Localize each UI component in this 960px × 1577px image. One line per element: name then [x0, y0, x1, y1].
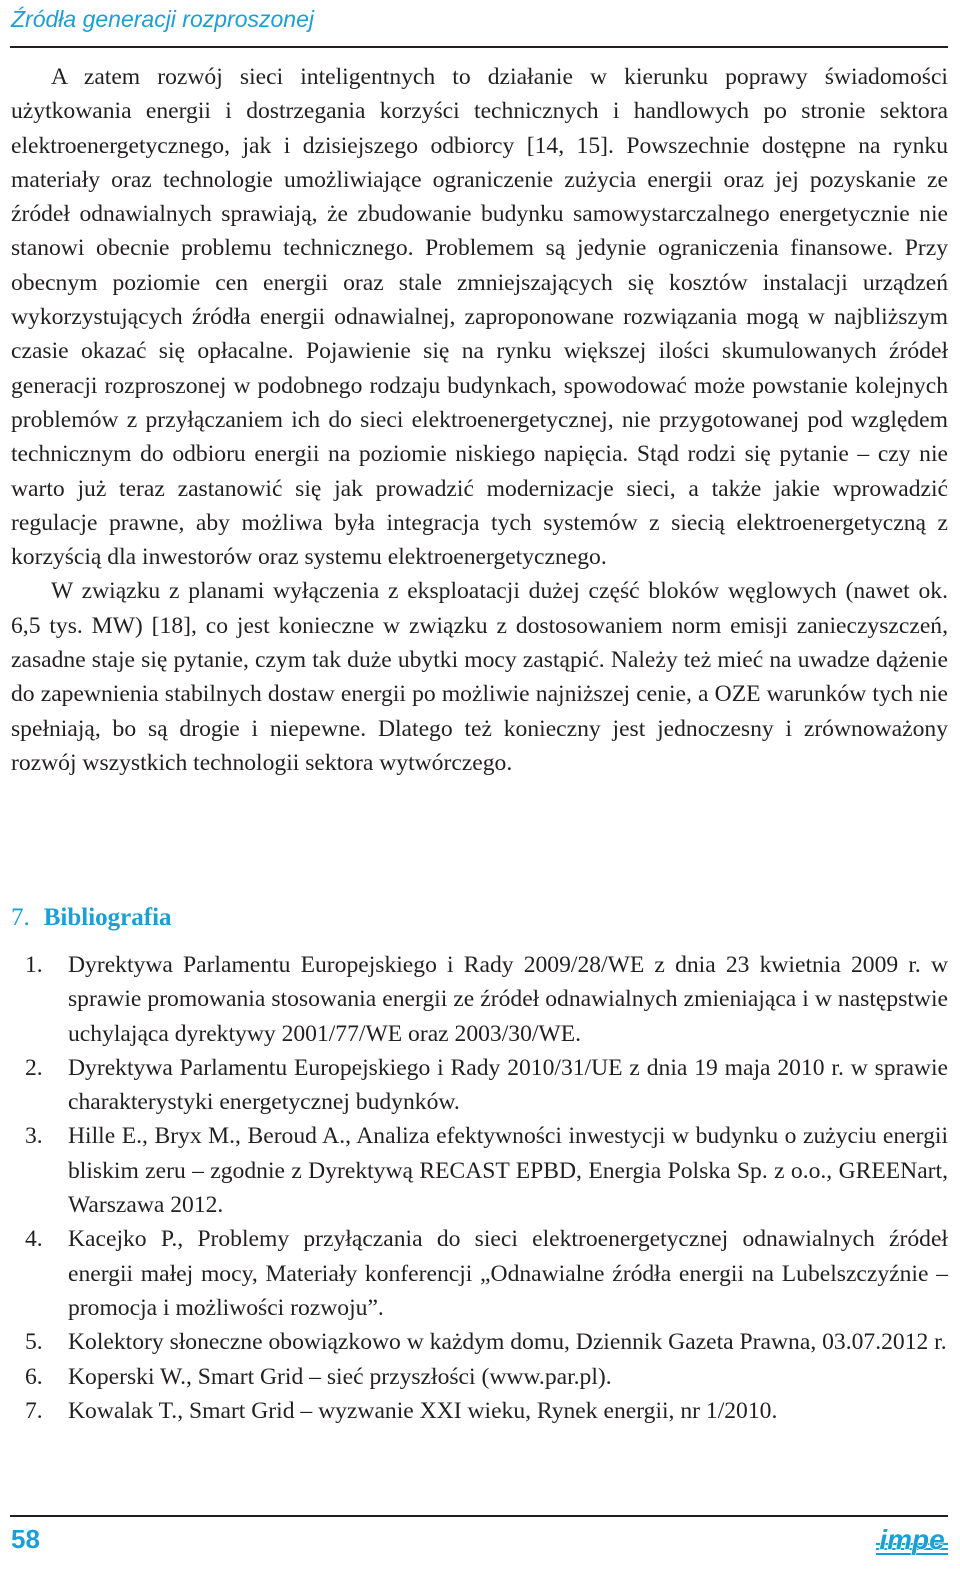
item-text: Dyrektywa Parlamentu Europejskiego i Rady 2009/28/WE z dnia 23 kwietnia 2009 r. w sprawie promowania stosowania energii ze źródeł odnawialnych zmieniająca i w następstwie uchylająca dyrektywy 2001/77/WE oraz 2003/30/WE.	[68, 952, 948, 1047]
item-number: 3.	[25, 1123, 43, 1150]
bibliography-item	[11, 1394, 948, 1428]
paragraph: W związku z planami wyłączenia z eksploatacji dużej część bloków węglowych (nawet ok. 6,5 tys. MW) [18], co jest konieczne w związku z dostosowaniem norm emisji zanieczyszczeń, zasadne staje się pytanie, czym tak duże ubytki mocy zastąpić. Należy też mieć na uwadze dążenie do zapewnienia stabilnych dostaw energii po możliwie najniższej cenie, a OZE warunków tych nie spełniają, bo są drogie i niepewne. Dlatego też konieczny jest jednoczesny i zrównoważony rozwój wszystkich technologii sektora wytwórczego.	[11, 578, 948, 776]
bibliography-item	[11, 1325, 948, 1359]
item-number: 4.	[25, 1226, 43, 1253]
item-text: Hille E., Bryx M., Beroud A., Analiza efektywności inwestycji w budynku o zużyciu energii bliskim zeru – zgodnie z Dyrektywą RECAST EPBD, Energia Polska Sp. z o.o., GREENart, Warszawa 2012.	[68, 1123, 948, 1219]
bibliography-item	[11, 1119, 948, 1222]
bibliography-item	[11, 1222, 948, 1325]
publisher-logo	[874, 1519, 950, 1561]
item-number: 6.	[25, 1363, 43, 1390]
body-text	[11, 60, 948, 780]
item-number: 7.	[25, 1397, 43, 1424]
item-text: Kacejko P., Problemy przyłączania do sieci elektroenergetycznej odnawialnych źródeł energii małej mocy, Materiały konferencji „Odnawialne źródła energii na Lubelszczyźnie – promocja i możliwości rozwoju”.	[68, 1226, 948, 1321]
running-title: Źródła generacji rozproszonej	[11, 6, 314, 32]
section-number: 7.	[11, 904, 30, 931]
item-text: Dyrektywa Parlamentu Europejskiego i Rady 2010/31/UE z dnia 19 maja 2010 r. w sprawie charakterystyki energetycznej budynków.	[68, 1054, 948, 1116]
bibliography-list	[11, 948, 948, 1428]
item-number: 2.	[25, 1054, 43, 1081]
paragraph: A zatem rozwój sieci inteligentnych to działanie w kierunku poprawy świadomości użytkowania energii i dostrzegania korzyści technicznych i handlowych po stronie sektora elektroenergetycznego, jak i dzisiejszego odbiorcy [14, 15]. Powszechnie dostępne na rynku materiały oraz technologie umożliwiające ograniczenie zużycia energii oraz jej pozyskanie ze źródeł odnawialnych sprawiają, że zbudowanie budynku samowystarczalnego energetycznie nie stanowi obecnie problemu technicznego. Problemem są jedynie ograniczenia finansowe. Przy obecnym poziomie cen energii oraz stale zmniejszających się kosztów instalacji urządzeń wykorzystujących źródła energii odnawialnej, zaproponowane rozwiązania mogą w najbliższym czasie okazać się opłacalne. Pojawienie się na rynku większej ilości skumulowanych źródeł generacji rozproszonej w podobnego rodzaju budynkach, spowodować może powstanie kolejnych problemów z przyłączaniem ich do sieci elektroenergetycznej, nie przygotowanej pod względem technicznym do odbioru energii na poziomie niskiego napięcia. Stąd rodzi się pytanie – czy nie warto już teraz zastanowić się jak prowadzić modernizacje sieci, a także jakie wprowadzić regulacje prawne, aby możliwa była integracja tych systemów z siecią elektroenergetyczną z korzyścią dla inwestorów oraz systemu elektroenergetycznego.	[11, 64, 948, 571]
page-number: 58	[11, 1524, 40, 1554]
section-title: Bibliografia	[43, 904, 172, 931]
logo-text: impe	[879, 1524, 945, 1555]
item-number: 5.	[25, 1329, 43, 1356]
bibliography-item	[11, 948, 948, 1051]
item-number: 1.	[25, 952, 43, 978]
bibliography-item	[11, 1360, 948, 1394]
footer-rule	[10, 1515, 948, 1517]
item-text: Kolektory słoneczne obowiązkowo w każdym domu, Dziennik Gazeta Prawna, 03.07.2012 r.	[68, 1329, 947, 1356]
header-rule	[10, 46, 948, 48]
item-text: Koperski W., Smart Grid – sieć przyszłości (www.par.pl).	[68, 1363, 612, 1390]
bibliography-item	[11, 1051, 948, 1120]
item-text: Kowalak T., Smart Grid – wyzwanie XXI wieku, Rynek energii, nr 1/2010.	[68, 1397, 778, 1424]
bibliography-heading	[11, 904, 172, 932]
